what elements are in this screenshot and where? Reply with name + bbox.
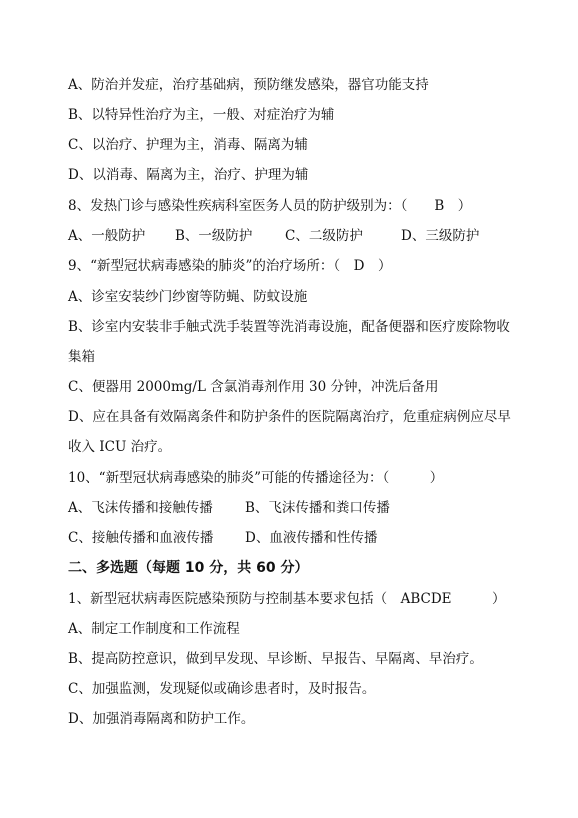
q9-option-b-line2: 集箱 bbox=[68, 349, 95, 365]
q10-option-c: C、接触传播和血液传播 bbox=[68, 530, 214, 546]
m1-question: 1、新型冠状病毒医院感染预防与控制基本要求包括（ ABCDE ） bbox=[68, 591, 506, 607]
q7-option-d: D、以消毒、隔离为主，治疗、护理为辅 bbox=[68, 167, 309, 183]
m1-option-a: A、制定工作制度和工作流程 bbox=[68, 621, 240, 637]
q7-option-a: A、防治并发症，治疗基础病，预防继发感染，器官功能支持 bbox=[68, 77, 429, 93]
q8-option-d: D、三级防护 bbox=[401, 228, 480, 244]
q9-option-a: A、诊室安装纱门纱窗等防蝇、防蚊设施 bbox=[68, 289, 308, 305]
q10-option-a: A、飞沫传播和接触传播 bbox=[68, 500, 213, 516]
q9-option-d-line1: D、应在具备有效隔离条件和防护条件的医院隔离治疗，危重症病例应尽早 bbox=[68, 409, 511, 425]
q9-question: 9、“新型冠状病毒感染的肺炎”的治疗场所：（ D ） bbox=[68, 258, 392, 274]
m1-option-d: D、加强消毒隔离和防护工作。 bbox=[68, 711, 255, 727]
q10-option-b: B、飞沫传播和粪口传播 bbox=[245, 500, 390, 516]
q9-option-b-line1: B、诊室内安装非手触式洗手装置等洗消毒设施，配备便器和医疗废除物收 bbox=[68, 319, 510, 335]
q10-question: 10、“新型冠状病毒感染的肺炎”可能的传播途径为：（ ） bbox=[68, 470, 444, 486]
q7-option-b: B、以特异性治疗为主，一般、对症治疗为辅 bbox=[68, 107, 335, 123]
q10-option-d: D、血液传播和性传播 bbox=[245, 530, 378, 546]
m1-option-b: B、提高防控意识，做到早发现、早诊断、早报告、早隔离、早治疗。 bbox=[68, 651, 483, 667]
q8-option-c: C、二级防护 bbox=[285, 228, 363, 244]
q7-option-c: C、以治疗、护理为主，消毒、隔离为辅 bbox=[68, 137, 308, 153]
q8-option-b: B、一级防护 bbox=[175, 228, 253, 244]
q9-option-d-line2: 收入 ICU 治疗。 bbox=[68, 439, 172, 455]
q8-option-a: A、一般防护 bbox=[68, 228, 146, 244]
m1-option-c: C、加强监测，发现疑似或确诊患者时，及时报告。 bbox=[68, 681, 376, 697]
q10-options-row2 bbox=[68, 529, 377, 547]
section-heading-multiple-choice: 二、多选题（每题 10 分，共 60 分） bbox=[68, 560, 309, 576]
q10-options-row1 bbox=[68, 499, 390, 517]
q8-question: 8、发热门诊与感染性疾病科室医务人员的防护级别为：（ B ） bbox=[68, 198, 472, 214]
q9-option-c: C、便器用 2000mg/L 含氯消毒剂作用 30 分钟，冲洗后备用 bbox=[68, 379, 439, 395]
q8-options bbox=[68, 227, 479, 245]
